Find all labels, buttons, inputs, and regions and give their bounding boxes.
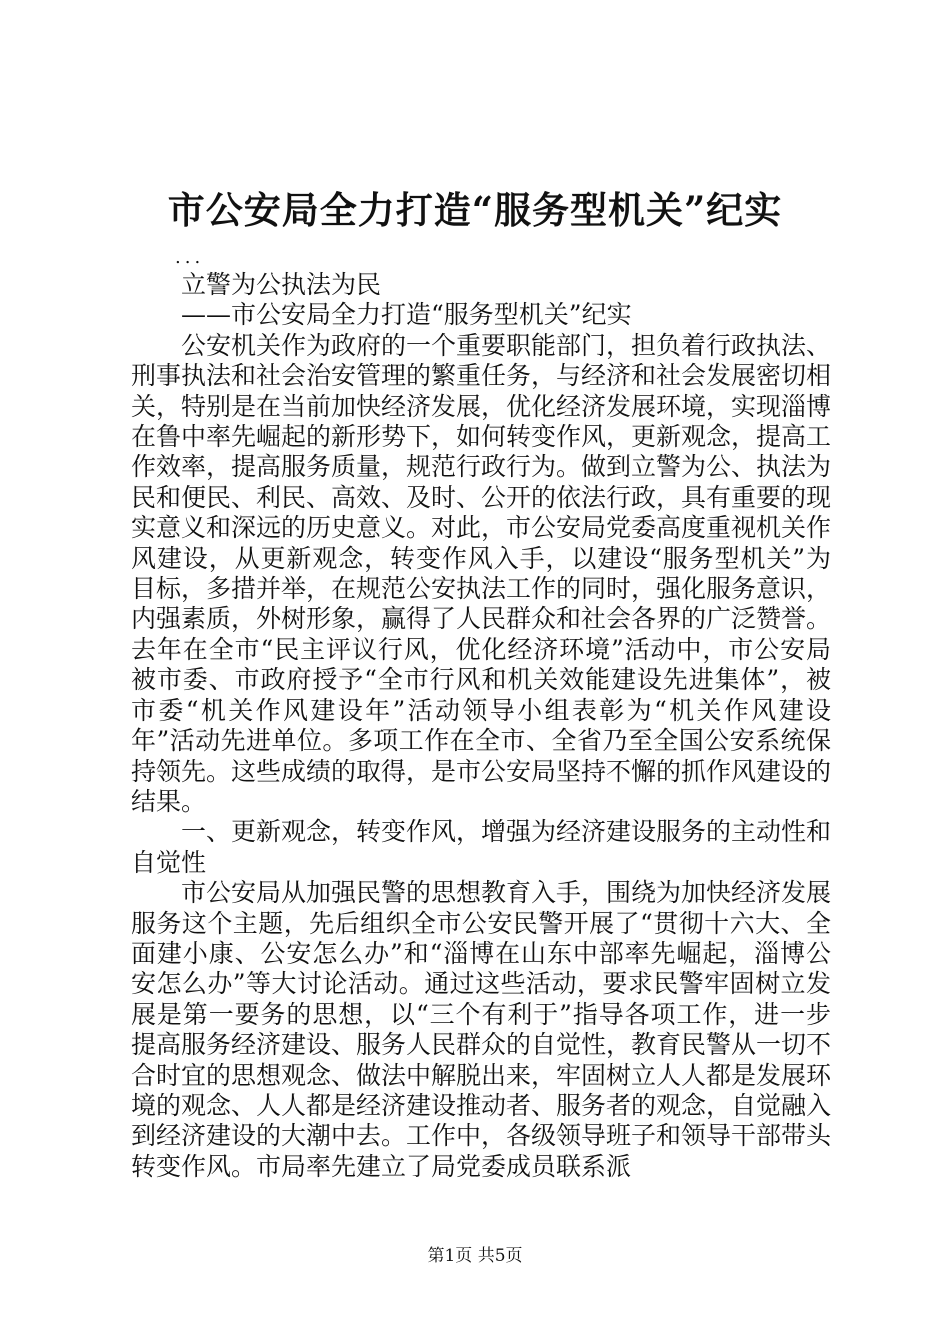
document-body [131,246,831,1182]
document-title: 市公安局全力打造“服务型机关”纪实 [167,188,783,232]
section-heading-1: 一、更新观念，转变作风，增强为经济建设服务的主动性和自觉性 [131,817,832,877]
paragraph-section-1: 市公安局从加强民警的思想教育入手，围绕为加快经济发展服务这个主题，先后组织全市公安民警开展了“贯彻十六大、全面建小康、公安怎么办”和“淄博在山东中部率先崛起，淄博公安怎么办”等大讨论活动。通过这些活动，要求民警牢固树立发展是第一要务的思想，以“三个有利于”指导各项工作，进一步提高服务经济建设、服务人民群众的自觉性，教育民警从一切不合时宜的思想观念、做法中解脱出来，牢固树立人人都是发展环境的观念、人人都是经济建设推动者、服务者的观念，自觉融入到经济建设的大潮中去。工作中，各级领导班子和领导干部带头转变作风。市局率先建立了局党委成员联系派 [131,878,832,1181]
heading-line-2: ——市公安局全力打造“服务型机关”纪实 [181,300,632,330]
paragraph-intro: 公安机关作为政府的一个重要职能部门，担负着行政执法、刑事执法和社会治安管理的繁重任务，与经济和社会发展密切相关，特别是在当前加快经济发展，优化经济发展环境，实现淄博在鲁中率先崛起的新形势下，如何转变作风，更新观念，提高工作效率，提高服务质量，规范行政行为。做到立警为公、执法为民和便民、利民、高效、及时、公开的依法行政，具有重要的现实意义和深远的历史意义。对此，市公安局党委高度重视机关作风建设，从更新观念，转变作风入手，以建设“服务型机关”为目标，多措并举，在规范公安执法工作的同时，强化服务意识，内强素质，外树形象，赢得了人民群众和社会各界的广泛赞誉。去年在全市“民主评议行风，优化经济环境”活动中，市公安局被市委、市政府授予“全市行风和机关效能建设先进集体”，被市委“机关作风建设年”活动领导小组表彰为“机关作风建设年”活动先进单位。多项工作在全市、全省乃至全国公安系统保持领先。这些成绩的取得，是市公安局坚持不懈的抓作风建设的结果。 [131,330,832,816]
ellipsis-marker: ... [175,247,205,268]
heading-line-1: 立警为公执法为民 [181,270,382,299]
page-footer: 第1页 共5页 [427,1246,523,1266]
